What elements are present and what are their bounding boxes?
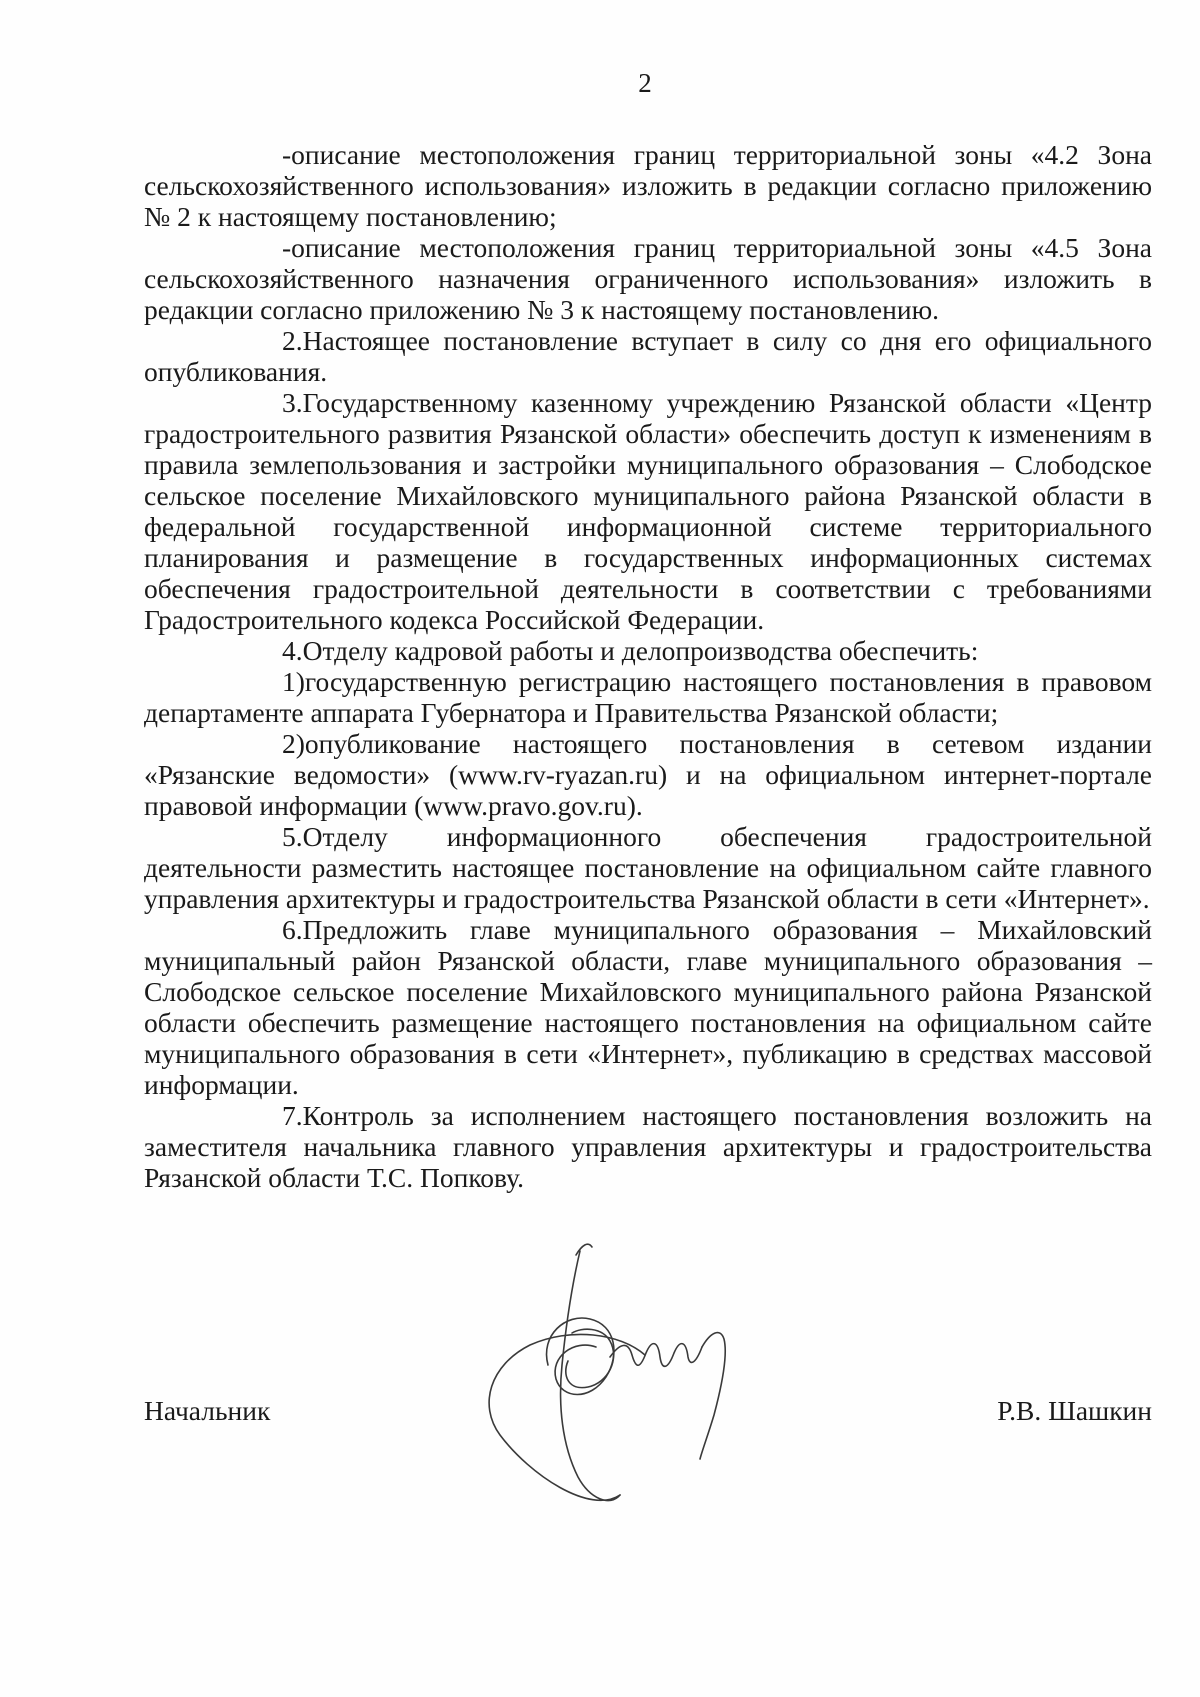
paragraph-text: Предложить главе муниципального образования – Михайловский муниципальный район Рязанской области, главе муниципального образования – Слободское сельское поселение Михайловского муниципального района Рязанской области обеспечить размещение настоящего постановления на официальном сайте муниципального образования в сети «Интернет», публикацию в средствах массовой информации. xyxy=(144,914,1152,1100)
paragraph-text: Контроль за исполнением настоящего постановления возложить на заместителя начальника главного управления архитектуры и градостроительства Рязанской области Т.С. Попкову. xyxy=(144,1100,1152,1193)
clause-3 xyxy=(144,387,1152,635)
signatory-position: Начальник xyxy=(144,1395,271,1426)
subclause-number: 2) xyxy=(282,728,305,759)
clause-number: 4. xyxy=(282,635,303,666)
clause-7 xyxy=(144,1100,1152,1193)
paragraph-text: Государственному казенному учреждению Рязанской области «Центр градостроительного развития Рязанской области» обеспечить доступ к изменениям в правила землепользования и застройки муниципального образования – Слободское сельское поселение Михайловского муниципального района Рязанской области в федеральной государственной информационной системе территориального планирования и размещение в государственных информационных системах обеспечения градостроительной деятельности в соответствии с требованиями Градостроительного кодекса Российской Федерации. xyxy=(144,387,1152,635)
signatory-name: Р.В. Шашкин xyxy=(997,1395,1152,1426)
clause-5 xyxy=(144,821,1152,914)
paragraph-text: опубликование настоящего постановления в сетевом издании «Рязанские ведомости» (www.rv-ryazan.ru) и на официальном интернет-портале правовой информации (www.pravo.gov.ru). xyxy=(144,728,1152,821)
paragraph-text: Настоящее постановление вступает в силу со дня его официального опубликования. xyxy=(144,325,1152,387)
clause-number: 7. xyxy=(282,1100,303,1131)
paragraph-text: государственную регистрацию настоящего постановления в правовом департаменте аппарата Губернатора и Правительства Рязанской области; xyxy=(144,666,1152,728)
document-body xyxy=(144,139,1152,1193)
clause-number: 6. xyxy=(282,914,303,945)
list-marker: - xyxy=(282,139,292,170)
list-item-zone-4-5 xyxy=(144,232,1152,325)
clause-number: 2. xyxy=(282,325,303,356)
clause-6 xyxy=(144,914,1152,1100)
subclause-4-2 xyxy=(144,728,1152,821)
clause-number: 5. xyxy=(282,821,303,852)
page-number: 2 xyxy=(638,68,652,98)
list-marker: - xyxy=(282,232,292,263)
subclause-number: 1) xyxy=(282,666,305,697)
clause-2 xyxy=(144,325,1152,387)
list-item-zone-4-2 xyxy=(144,139,1152,232)
paragraph-text: Отделу информационного обеспечения градостроительной деятельности разместить настоящее постановление на официальном сайте главного управления архитектуры и градостроительства Рязанской области в сети «Интернет». xyxy=(144,821,1152,914)
clause-number: 3. xyxy=(282,387,303,418)
paragraph-text: описание местоположения границ территориальной зоны «4.2 Зона сельскохозяйственного использования» изложить в редакции согласно приложению № 2 к настоящему постановлению; xyxy=(144,139,1152,232)
clause-4 xyxy=(144,635,1152,666)
paragraph-text: Отделу кадровой работы и делопроизводства обеспечить: xyxy=(302,635,979,666)
handwritten-signature-icon xyxy=(470,1215,800,1545)
subclause-4-1 xyxy=(144,666,1152,728)
paragraph-text: описание местоположения границ территориальной зоны «4.5 Зона сельскохозяйственного назначения ограниченного использования» изложить в редакции согласно приложению № 3 к настоящему постановлению. xyxy=(144,232,1152,325)
